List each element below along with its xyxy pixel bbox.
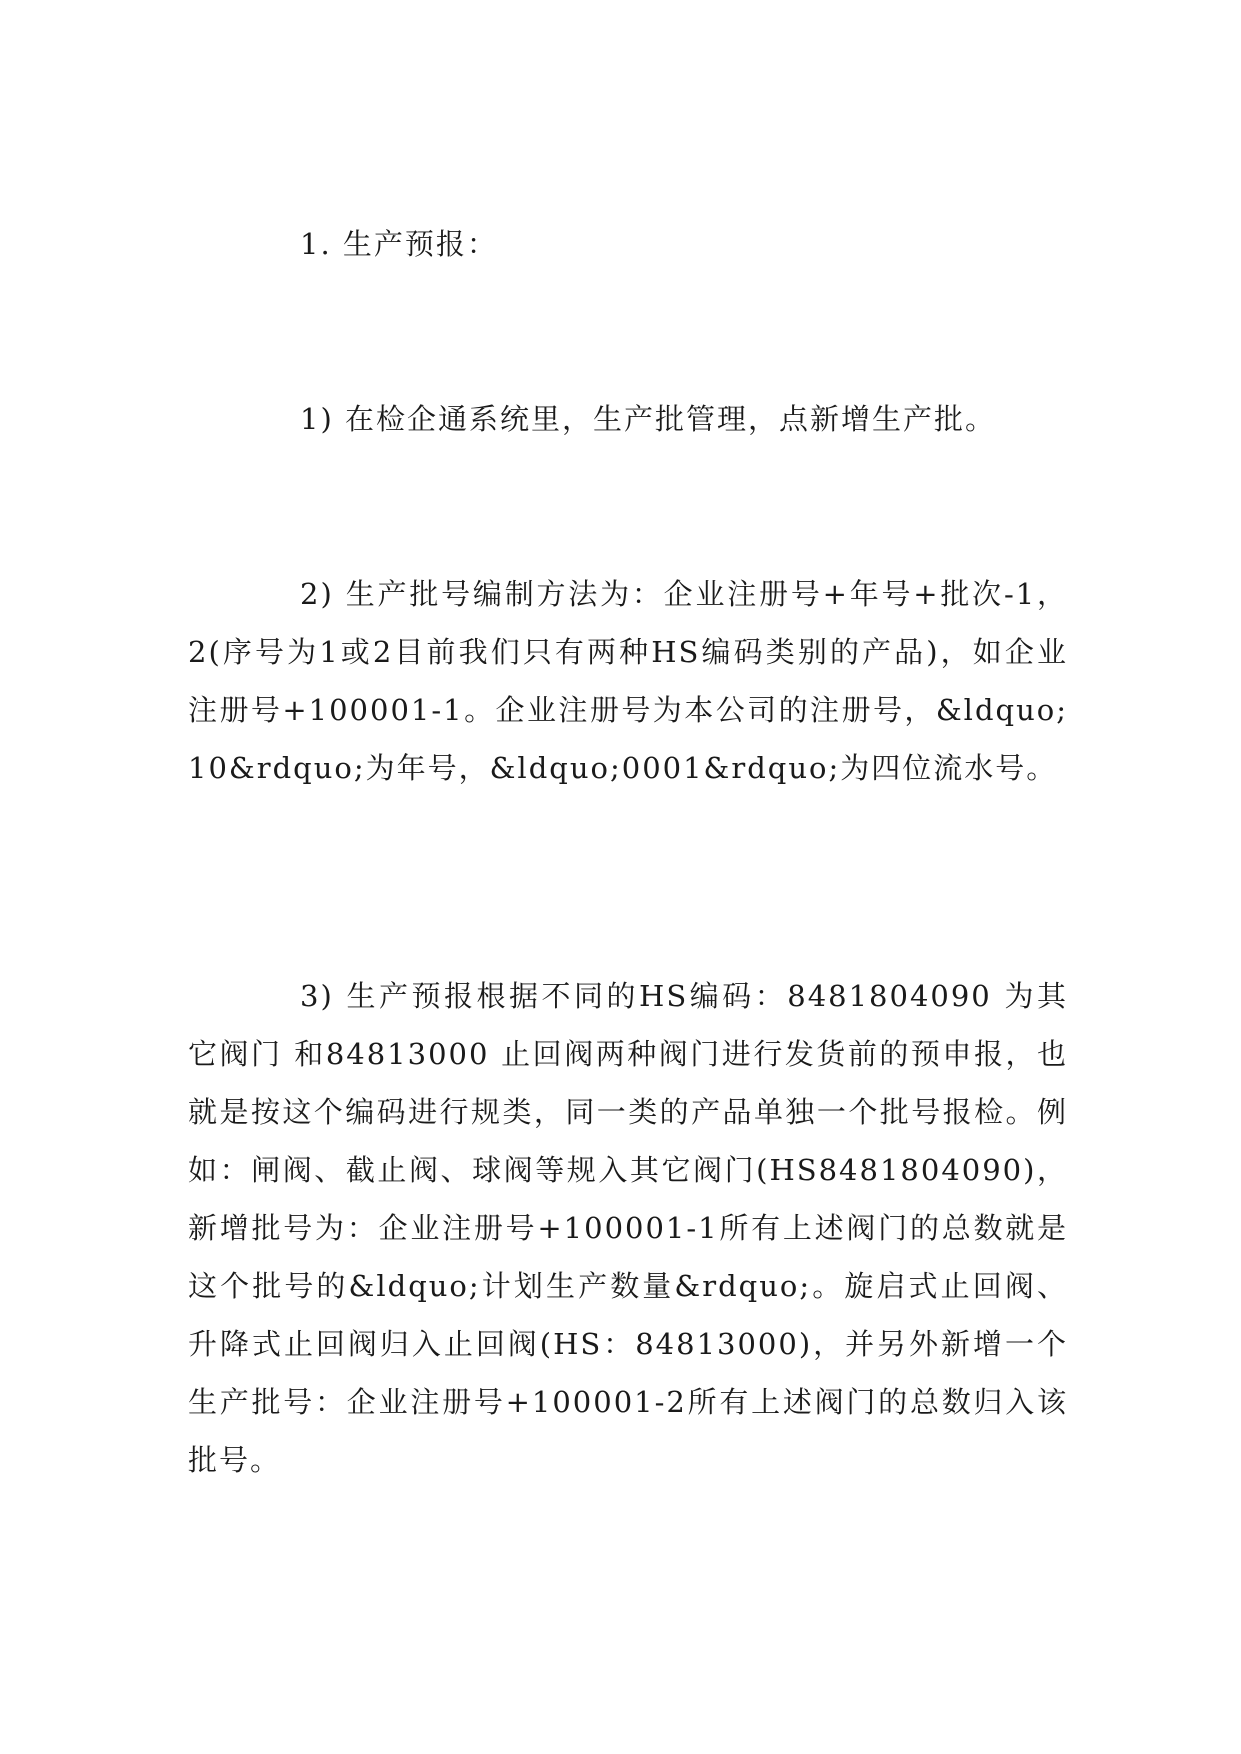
paragraph-step-3: 3) 生产预报根据不同的HS编码：8481804090 为其它阀门 和84813000 止回阀两种阀门进行发货前的预申报，也就是按这个编码进行规类，同一类的产品单独一个批号报检。例如：闸阀、截止阀、球阀等规入其它阀门(HS8481804090)，新增批号为：企业注册号+100001-1所有上述阀门的总数就是这个批号的&ldquo;计划生产数量&rdquo;。旋启式止回阀、升降式止回阀归入止回阀(HS：84813000)，并另外新增一个生产批号：企业注册号+100001-2所有上述阀门的总数归入该批号。 [188, 979, 1068, 1477]
section-heading: 1. 生产预报： [300, 227, 498, 261]
paragraph-step-2: 2) 生产批号编制方法为：企业注册号+年号+批次-1，2(序号为1或2目前我们只有两种HS编码类别的产品)，如企业注册号+100001-1。企业注册号为本公司的注册号，&ldquo;10&rdquo;为年号，&ldquo;0001&rdquo;为四位流水号。 [188, 577, 1068, 785]
paragraph-step-1: 1) 在检企通系统里，生产批管理，点新增生产批。 [300, 402, 996, 436]
